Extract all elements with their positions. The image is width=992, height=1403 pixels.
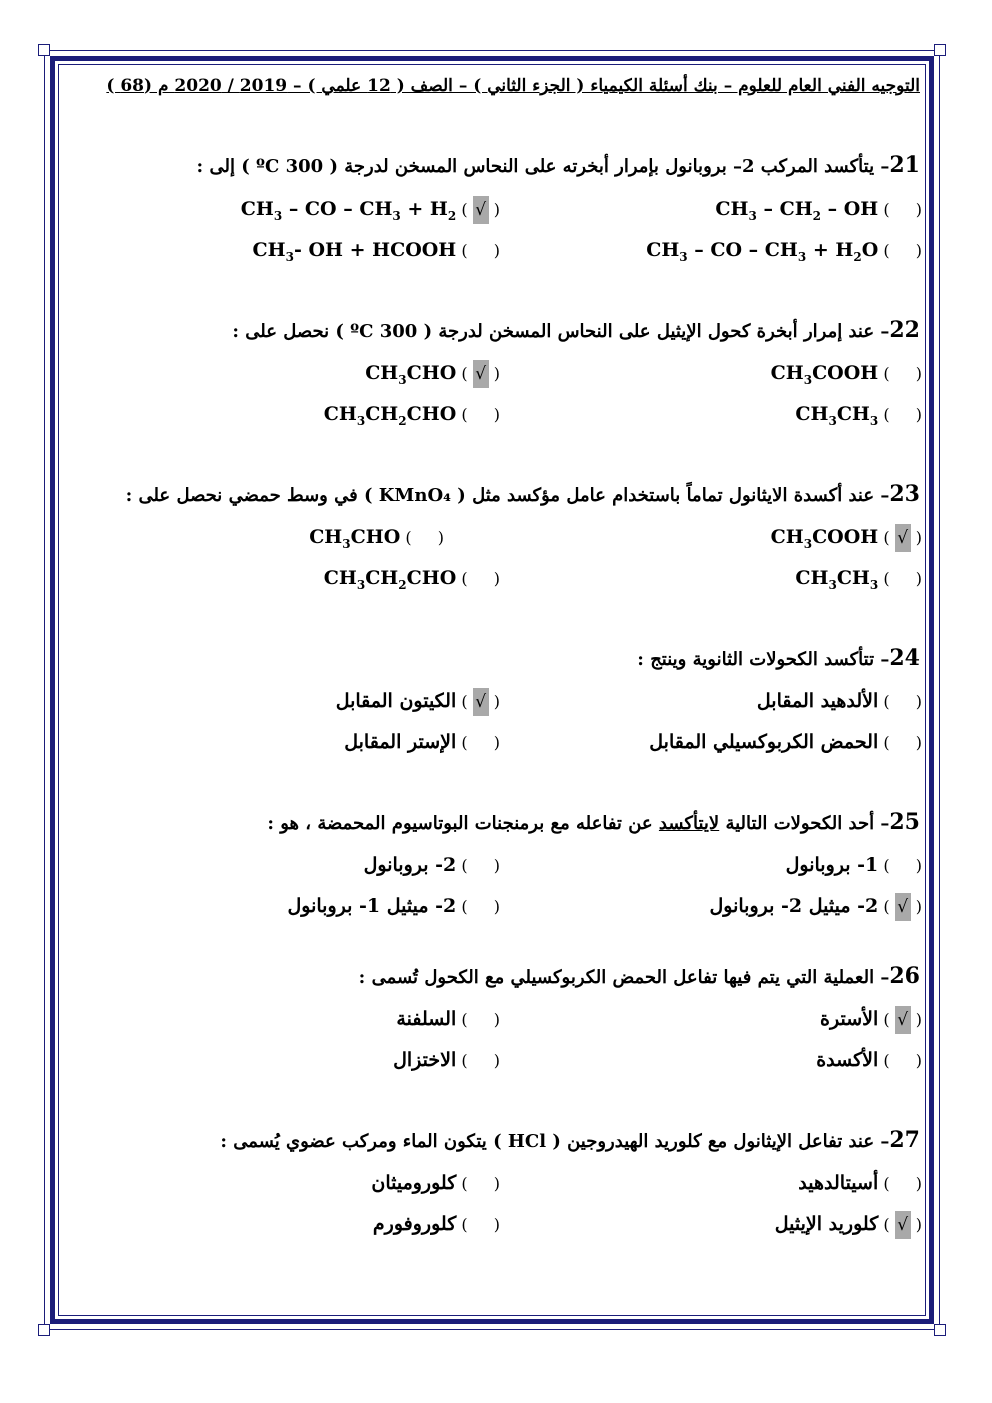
paren-open: ( — [488, 405, 500, 424]
option-text: الحمض الكربوكسيلي المقابل — [649, 731, 879, 753]
question-24 — [80, 645, 920, 671]
paren-open: ( — [488, 692, 500, 711]
paren-open: ( — [910, 1215, 922, 1234]
option-text: السلفنة — [396, 1008, 457, 1030]
option[interactable] — [715, 194, 922, 224]
question-26 — [80, 963, 920, 989]
question-text: 23– عند أكسدة الايثانول تماماً باستخدام عامل مؤكسد مثل ( KMnO₄ ) في وسط حمضي نحصل على : — [125, 481, 920, 507]
question-text: 26– العملية التي يتم فيها تفاعل الحمض الكربوكسيلي مع الكحول تُسمى : — [358, 963, 920, 989]
option-text: $CH_3CH_3$ — [795, 567, 879, 592]
paren-close: ) — [878, 200, 895, 219]
question-number: 27 — [889, 1127, 920, 1153]
paren-close: ) — [878, 364, 895, 383]
paren-close: ) — [456, 856, 473, 875]
option[interactable] — [365, 358, 500, 388]
option-text: $CH_3COOH$ — [770, 362, 879, 387]
answer-box[interactable] — [895, 196, 911, 224]
option[interactable] — [364, 850, 500, 880]
paren-close: ) — [456, 364, 473, 383]
question-number: 24 — [889, 645, 920, 671]
option-text: $CH_3CHO$ — [309, 526, 401, 551]
paren-open: ( — [910, 692, 922, 711]
paren-close: ) — [878, 1174, 895, 1193]
question-text: 21– يتأكسد المركب 2– بروبانول بإمرار أبخرته على النحاس المسخن لدرجة ( 300 ºC ) إلى : — [196, 152, 920, 178]
question-25 — [80, 809, 920, 835]
option-text: $CH_3$ – CO – $CH_3 + H_2O$ — [646, 239, 879, 264]
border-corner — [934, 1324, 946, 1336]
paren-close: ) — [878, 569, 895, 588]
option[interactable] — [336, 686, 500, 716]
paren-close: ) — [878, 692, 895, 711]
paren-open: ( — [488, 200, 500, 219]
border-corner — [38, 44, 50, 56]
paren-open: ( — [910, 405, 922, 424]
option[interactable] — [775, 1209, 922, 1239]
paren-close: ) — [456, 569, 473, 588]
answer-box[interactable] — [895, 729, 911, 757]
paren-close: ) — [878, 1215, 895, 1234]
paren-open: ( — [910, 1010, 922, 1029]
option[interactable] — [798, 1168, 922, 1198]
check-mark-icon[interactable]: √ — [473, 360, 489, 388]
question-text: 24– تتأكسد الكحولات الثانوية وينتج : — [637, 645, 920, 671]
paren-open: ( — [488, 897, 500, 916]
option[interactable] — [646, 235, 922, 265]
option[interactable] — [771, 522, 922, 552]
paren-close: ) — [456, 1010, 473, 1029]
paren-close: ) — [400, 528, 417, 547]
answer-box[interactable] — [473, 1211, 489, 1239]
option[interactable] — [371, 1168, 500, 1198]
paren-open: ( — [488, 1010, 500, 1029]
answer-box[interactable] — [895, 1047, 911, 1075]
check-mark-icon[interactable]: √ — [473, 688, 489, 716]
answer-box[interactable] — [895, 401, 911, 429]
option[interactable] — [816, 1045, 922, 1075]
paren-open: ( — [488, 569, 500, 588]
question-number: 21 — [889, 152, 920, 178]
paren-open: ( — [910, 1174, 922, 1193]
option[interactable] — [649, 727, 922, 757]
paren-close: ) — [878, 405, 895, 424]
answer-box[interactable] — [473, 565, 489, 593]
question-number: 25 — [889, 809, 920, 835]
question-text: 22– عند إمرار أبخرة كحول الإيثيل على النحاس المسخن لدرجة ( 300 ºC ) نحصل على : — [232, 317, 920, 343]
answer-box[interactable] — [473, 729, 489, 757]
paren-open: ( — [488, 1174, 500, 1193]
paren-close: ) — [878, 1051, 895, 1070]
answer-box[interactable] — [895, 688, 911, 716]
option-text: $CH_3COOH$ — [770, 526, 879, 551]
option-text: الإستر المقابل — [344, 731, 457, 753]
option[interactable] — [393, 1045, 500, 1075]
option-text: الألدهيد المقابل — [756, 690, 879, 712]
option[interactable] — [757, 686, 922, 716]
answer-box[interactable] — [895, 565, 911, 593]
paren-close: ) — [878, 241, 895, 260]
paren-open: ( — [488, 1051, 500, 1070]
check-mark-icon[interactable]: √ — [895, 524, 911, 552]
paren-close: ) — [456, 1215, 473, 1234]
answer-box[interactable] — [473, 237, 489, 265]
option[interactable] — [709, 891, 922, 921]
underlined-word: لايتأكسد — [658, 813, 720, 834]
answer-box[interactable] — [473, 1047, 489, 1075]
paren-close: ) — [456, 897, 473, 916]
check-mark-icon[interactable]: √ — [895, 1211, 911, 1239]
option[interactable] — [795, 563, 922, 593]
paren-open: ( — [488, 241, 500, 260]
paren-close: ) — [878, 733, 895, 752]
paren-close: ) — [878, 856, 895, 875]
option[interactable] — [344, 727, 500, 757]
question-23 — [80, 481, 920, 507]
option-text: $CH_3 - CH_2$ – OH — [715, 198, 879, 223]
question-number: 26 — [889, 963, 920, 989]
paren-open: ( — [910, 1051, 922, 1070]
check-mark-icon[interactable]: √ — [895, 893, 911, 921]
paren-close: ) — [456, 241, 473, 260]
paren-open: ( — [488, 1215, 500, 1234]
paren-open: ( — [910, 897, 922, 916]
question-number: 23 — [889, 481, 920, 507]
option[interactable] — [324, 399, 500, 429]
option-text: كلوريد الإيثيل — [774, 1213, 879, 1235]
answer-box[interactable] — [895, 360, 911, 388]
question-number: 22 — [889, 317, 920, 343]
option[interactable] — [287, 891, 500, 921]
paren-open: ( — [910, 364, 922, 383]
paren-close: ) — [456, 1051, 473, 1070]
option[interactable] — [820, 1004, 922, 1034]
paren-close: ) — [456, 405, 473, 424]
answer-box[interactable] — [473, 893, 489, 921]
option[interactable] — [396, 1004, 500, 1034]
question-22 — [80, 317, 920, 343]
paren-close: ) — [456, 1174, 473, 1193]
paren-close: ) — [878, 528, 895, 547]
paren-open: ( — [432, 528, 444, 547]
option-text: $CH_3-$ OH + HCOOH — [252, 239, 457, 264]
question-27 — [80, 1127, 920, 1153]
paren-open: ( — [910, 200, 922, 219]
option-text: كلوروميثان — [371, 1172, 457, 1194]
option-text: كلوروفورم — [372, 1213, 457, 1235]
check-mark-icon[interactable]: √ — [895, 1006, 911, 1034]
option-text: أسيتالدهيد — [798, 1172, 879, 1194]
option-text: 1- بروبانول — [785, 854, 879, 876]
paren-close: ) — [456, 733, 473, 752]
paren-open: ( — [910, 241, 922, 260]
question-text: 27– عند تفاعل الإيثانول مع كلوريد الهيدروجين ( HCl ) يتكون الماء ومركب عضوي يُسمى : — [220, 1127, 920, 1153]
paren-close: ) — [456, 692, 473, 711]
page-header: التوجيه الفني العام للعلوم – بنك أسئلة الكيمياء ( الجزء الثاني ) – الصف ( 12 علمي ) – 2019 / 2020 م (68 ) — [106, 76, 920, 96]
paren-close: ) — [456, 200, 473, 219]
option-text: $CH_3CH_3$ — [795, 403, 879, 428]
option-text: الكيتون المقابل — [335, 690, 457, 712]
option-text: الأسترة — [820, 1008, 879, 1030]
option-text: $CH_3CH_2CHO$ — [323, 403, 457, 428]
option-text: $CH_3CH_2CHO$ — [323, 567, 457, 592]
option[interactable] — [786, 850, 922, 880]
option[interactable] — [771, 358, 922, 388]
question-text: 25– أحد الكحولات التالية لايتأكسد عن تفاعله مع برمنجنات البوتاسيوم المحمضة ، هو : — [267, 809, 920, 835]
option[interactable] — [373, 1209, 500, 1239]
question-21 — [80, 152, 920, 178]
answer-box[interactable] — [473, 852, 489, 880]
paren-close: ) — [878, 897, 895, 916]
paren-open: ( — [910, 856, 922, 875]
answer-box[interactable] — [473, 1170, 489, 1198]
option[interactable] — [241, 194, 500, 224]
option-text: $CH_3$ – CO – $CH_3 + H_2$ — [240, 198, 457, 223]
answer-box[interactable] — [417, 524, 433, 552]
answer-box[interactable] — [895, 852, 911, 880]
option[interactable] — [253, 235, 500, 265]
border-corner — [934, 44, 946, 56]
paren-open: ( — [488, 733, 500, 752]
answer-box[interactable] — [473, 401, 489, 429]
paren-open: ( — [488, 364, 500, 383]
paren-open: ( — [910, 528, 922, 547]
paren-open: ( — [910, 569, 922, 588]
option-text: $CH_3CHO$ — [365, 362, 457, 387]
option[interactable] — [309, 522, 444, 552]
option-text: الأكسدة — [816, 1049, 879, 1071]
paren-open: ( — [488, 856, 500, 875]
option[interactable] — [795, 399, 922, 429]
option-text: 2- ميثيل 2- بروبانول — [709, 895, 879, 917]
option-text: الاختزال — [393, 1049, 457, 1071]
paren-close: ) — [878, 1010, 895, 1029]
option[interactable] — [324, 563, 500, 593]
answer-box[interactable] — [473, 1006, 489, 1034]
option-text: 2- بروبانول — [363, 854, 457, 876]
answer-box[interactable] — [895, 237, 911, 265]
option-text: 2- ميثيل 1- بروبانول — [287, 895, 457, 917]
check-mark-icon[interactable]: √ — [473, 196, 489, 224]
border-corner — [38, 1324, 50, 1336]
paren-open: ( — [910, 733, 922, 752]
answer-box[interactable] — [895, 1170, 911, 1198]
